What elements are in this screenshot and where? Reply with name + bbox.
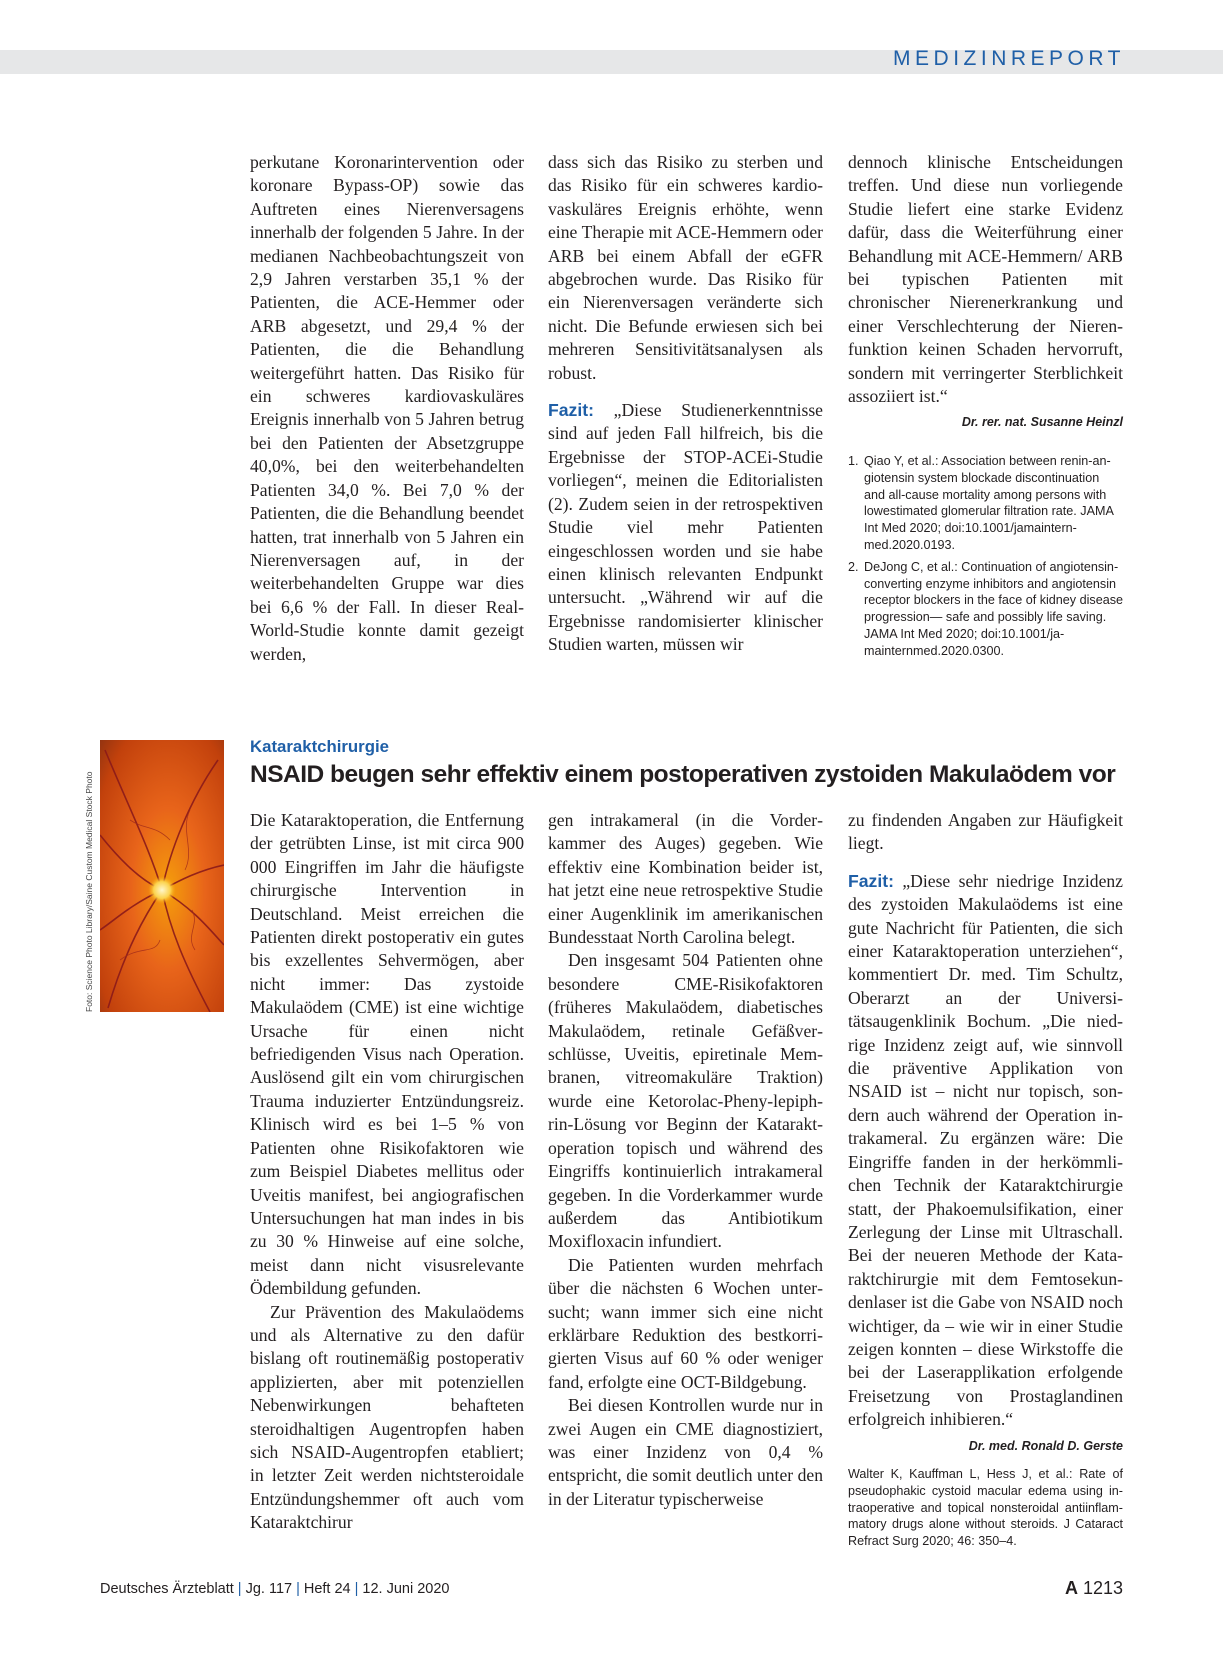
fazit-text: „Diese sehr niedrige Inzidenz des zystoiden Makulaödems ist eine gute Nachricht für Patienten, die sich einer Kataraktoperation unterziehen“, kommentiert Dr. med. Tim Schultz, Oberarzt an der Universitätsaugenklinik Bochum. „Die niedrige Inzidenz zeigt auf, wie sinnvoll die präventive Applikation von NSAID ist – nicht nur topisch, sondern auch während der Operation intrakameral. Zu ergänzen wäre: Die Eingriffe fanden in der herkömmlichen Technik der Kataraktchirurgie statt, der Phakoemulsifikation, einer Zerlegung der Linse mit Ultraschall. Bei der neueren Methode der Kataraktchirurgie mit dem Femtosekundenlaser ist die Gabe von NSAID noch wichtiger, da – wie wir in einer Studie zeigen konnten – diese Wirkstoffe die bei der Laserapplikation erfolgende Freisetzung von Prostaglandinen erfolgreich inhibieren.“: [848, 870, 1123, 1430]
reference-number: 1.: [848, 454, 859, 468]
fazit-text: „Diese Studienerkenntnisse sind auf jeden Fall hilfreich, bis die Ergebnisse der STOP-ACEi-Studie vorliegen“, meinen die Editorialisten (2). Zudem seien in der retrospektiven Studie viel mehr Patienten eingeschlossen worden und sie habe einen klinisch relevanten Endpunkt untersucht. „Während wir auf die Ergebnisse randomisierter klinischer Studien warten, müssen wir: [548, 400, 823, 655]
fazit-label: Fazit:: [548, 400, 594, 421]
article1-author: Dr. rer. nat. Susanne Heinzl: [961, 415, 1123, 430]
article2-reference: [848, 1466, 1123, 1550]
article1-column-2: [548, 151, 823, 657]
footer-source: Deutsches Ärzteblatt | Jg. 117 | Heft 24 | 12. Juni 2020: [100, 1581, 450, 1597]
journal-volume: Jg. 117: [245, 1581, 293, 1597]
article2-paragraph: Bei diesen Kontrollen wurde nur in zwei Augen ein CME diagnostiziert, was einer Inzidenz von 0,4 % entspricht, die somit deutlich unter den in der Literatur typischerweise: [548, 1395, 823, 1509]
article1-paragraph: dass sich das Risiko zu sterben und das Risiko für ein schweres kardiovaskuläres Ereignis erhöhte, wenn eine Therapie mit ACE-Hemmern oder ARB bei einem Abfall der eGFR abgebrochen wurde. Das Risiko für ein Nierenversagen veränderte sich nicht. Die Befunde erwiesen sich bei mehreren Sensitivitätsanalysen als robust.: [548, 152, 823, 383]
journal-issue: Heft 24: [303, 1581, 351, 1597]
article1-paragraph: perkutane Koronarintervention oder koronare Bypass-OP) sowie das Auftreten eines Nierenversagens innerhalb der folgenden 5 Jahre. In der medianen Nachbeobachtungszeit von 2,9 Jahren verstarben 35,1 % der Patienten, die ACE-Hemmer oder ARB abgesetzt, und 29,4 % der Patienten, die die Behandlung weitergeführt hatten. Das Risiko für ein schweres kardiovaskuläres Ereignis innerhalb von 5 Jahren betrug bei den Patienten der Absetzgruppe 40,0%, bei den weiterbehandelten Patienten 34,0 %. Bei 7,0 % der Patienten, die die Behandlung beendet hatten, trat innerhalb von 5 Jahren ein Nierenversagen auf, in der weiterbehandelten Gruppe war dies bei 6,6 % der Fall. In dieser Real-World-Studie konnte damit gezeigt werden,: [250, 152, 524, 664]
article1-references: [848, 453, 1123, 665]
journal-name: Deutsches Ärzteblatt: [100, 1581, 234, 1597]
article1-column-1: [250, 151, 524, 666]
journal-date: 12. Juni 2020: [362, 1581, 450, 1597]
section-label: MEDIZINREPORT: [893, 47, 1125, 70]
article2-paragraph: Zur Prävention des Makulaödems und als Alternative zu den dafür bislang oft routinemäßig postoperativ applizierten, aber mit potenziellen Nebenwirkungen behafteten steroidhaltigen Augentropfen haben sich NSAID-Augentropfen etabliert; in letzter Zeit werden nichtsteroidale Entzündungshemmer oft auch vom Kataraktchirur: [250, 1301, 524, 1533]
article2-headline: NSAID beugen sehr effektiv einem postoperativen zystoiden Makulaödem vor: [250, 761, 1116, 788]
article2-kicker: Kataraktchirurgie: [250, 737, 389, 756]
retina-fundus-image: [100, 740, 224, 1012]
article2-column-2: [548, 809, 823, 1511]
article2-column-1: [250, 809, 524, 1535]
reference-text: DeJong C, et al.: Continuation of angiotensin-converting enzyme inhibitors and angiotensin receptor blockers in the face of kidney disease progression— safe and possibly life saving. JAMA Int Med 2020; doi:10.1001/jamainternmed.2020.0300.: [864, 559, 1124, 658]
article1-fazit: [548, 399, 823, 656]
reference-item: [848, 559, 1123, 660]
page-number: [1065, 1578, 1123, 1599]
fazit-label: Fazit:: [848, 870, 894, 891]
article2-paragraph: gen intrakameral (in die Vorderkammer des Auges) gegeben. Wie effektiv eine Kombination beider ist, hat jetzt eine neue retrospektive Studie einer Augenklinik im amerikanischen Bundesstaat North Carolina belegt.: [548, 810, 823, 948]
article2-paragraph: zu findenden Angaben zur Häufigkeit liegt.: [848, 810, 1123, 854]
reference-number: 2.: [848, 559, 859, 574]
retina-fundus-graphic: [100, 740, 224, 1012]
article2-paragraph: Die Patienten wurden mehrfach über die nächsten 6 Wochen untersucht; wann immer sich eine nicht erklärbare Reduktion des bestkorrigierten Visus auf 60 % oder weniger fand, erfolgte eine OCT-Bildgebung.: [548, 1254, 823, 1392]
article2-author: Dr. med. Ronald D. Gerste: [968, 1438, 1123, 1453]
article2-fazit: [848, 870, 1123, 1432]
page-number-value: 1213: [1082, 1578, 1123, 1598]
image-credit: Foto: Science Photo Library/Saine Custom Medical Stock Photo: [84, 771, 94, 1012]
article2-column-3: [848, 809, 1123, 1550]
page-prefix: A: [1064, 1578, 1078, 1598]
reference-text: Qiao Y, et al.: Association between renin-angiotensin system blockade discontinuation and all-cause mortality among persons with lowestimated glomerular filtration rate. JAMA Int Med 2020; doi:10.1001/jamainternmed.2020.0193.: [864, 454, 1114, 552]
article1-paragraph: dennoch klinische Entscheidungen treffen. Und diese nun vorliegende Studie liefert eine starke Evidenz dafür, dass die Weiterführung einer Behandlung mit ACE-Hemmern/ ARB bei typischen Patienten mit chronischer Nierenerkrankung und einer Verschlechterung der Nierenfunktion keinen Schaden hervorruft, sondern mit verringerter Sterblichkeit assoziiert ist.“: [848, 152, 1123, 407]
reference-item: [848, 453, 1123, 554]
article2-paragraph: Die Kataraktoperation, die Entfernung der getrübten Linse, ist mit circa 900 000 Eingriffen im Jahr die häufigste chirurgische Intervention in Deutschland. Meist erreichen die Patienten direkt postoperativ ein gutes bis exzellentes Sehvermögen, aber nicht immer: Das zystoide Makulaödem (CME) ist eine wichtige Ursache für einen nicht befriedigenden Visus nach Operation. Auslösend gilt ein vom chirurgischen Trauma induzierter Entzündungsreiz. Klinisch wird es bei 1–5 % von Patienten ohne Risikofaktoren wie zum Beispiel Diabetes mellitus oder Uveitis manifest, bei angiografischen Untersuchungen hat man indes in bis zu 30 % Hinweise auf eine solche, meist dann nicht visusrelevante Ödembildung gefunden.: [250, 810, 524, 1299]
reference-text: Walter K, Kauffman L, Hess J, et al.: Rate of pseudophakic cystoid macular edema using intraoperative and topical nonsteroidal antiinflammatory drugs alone without steroids. J Cataract Refract Surg 2020; 46: 350–4.: [848, 1466, 1123, 1549]
article2-paragraph: Den insgesamt 504 Patienten ohne besondere CME-Risikofaktoren (früheres Makulaödem, diabetisches Makulaödem, retinale Gefäßverschlüsse, Uveitis, epiretinale Membranen, vitreomakuläre Traktion) wurde eine Ketorolac-Pheny-lepiphrin-Lösung vor Beginn der Kataraktoperation topisch und während des Eingriffs kontinuierlich intrakameral gegeben. In die Vorderkammer wurde außerdem das Antibiotikum Moxifloxacin infundiert.: [548, 950, 823, 1252]
article1-column-3: [848, 151, 1123, 435]
